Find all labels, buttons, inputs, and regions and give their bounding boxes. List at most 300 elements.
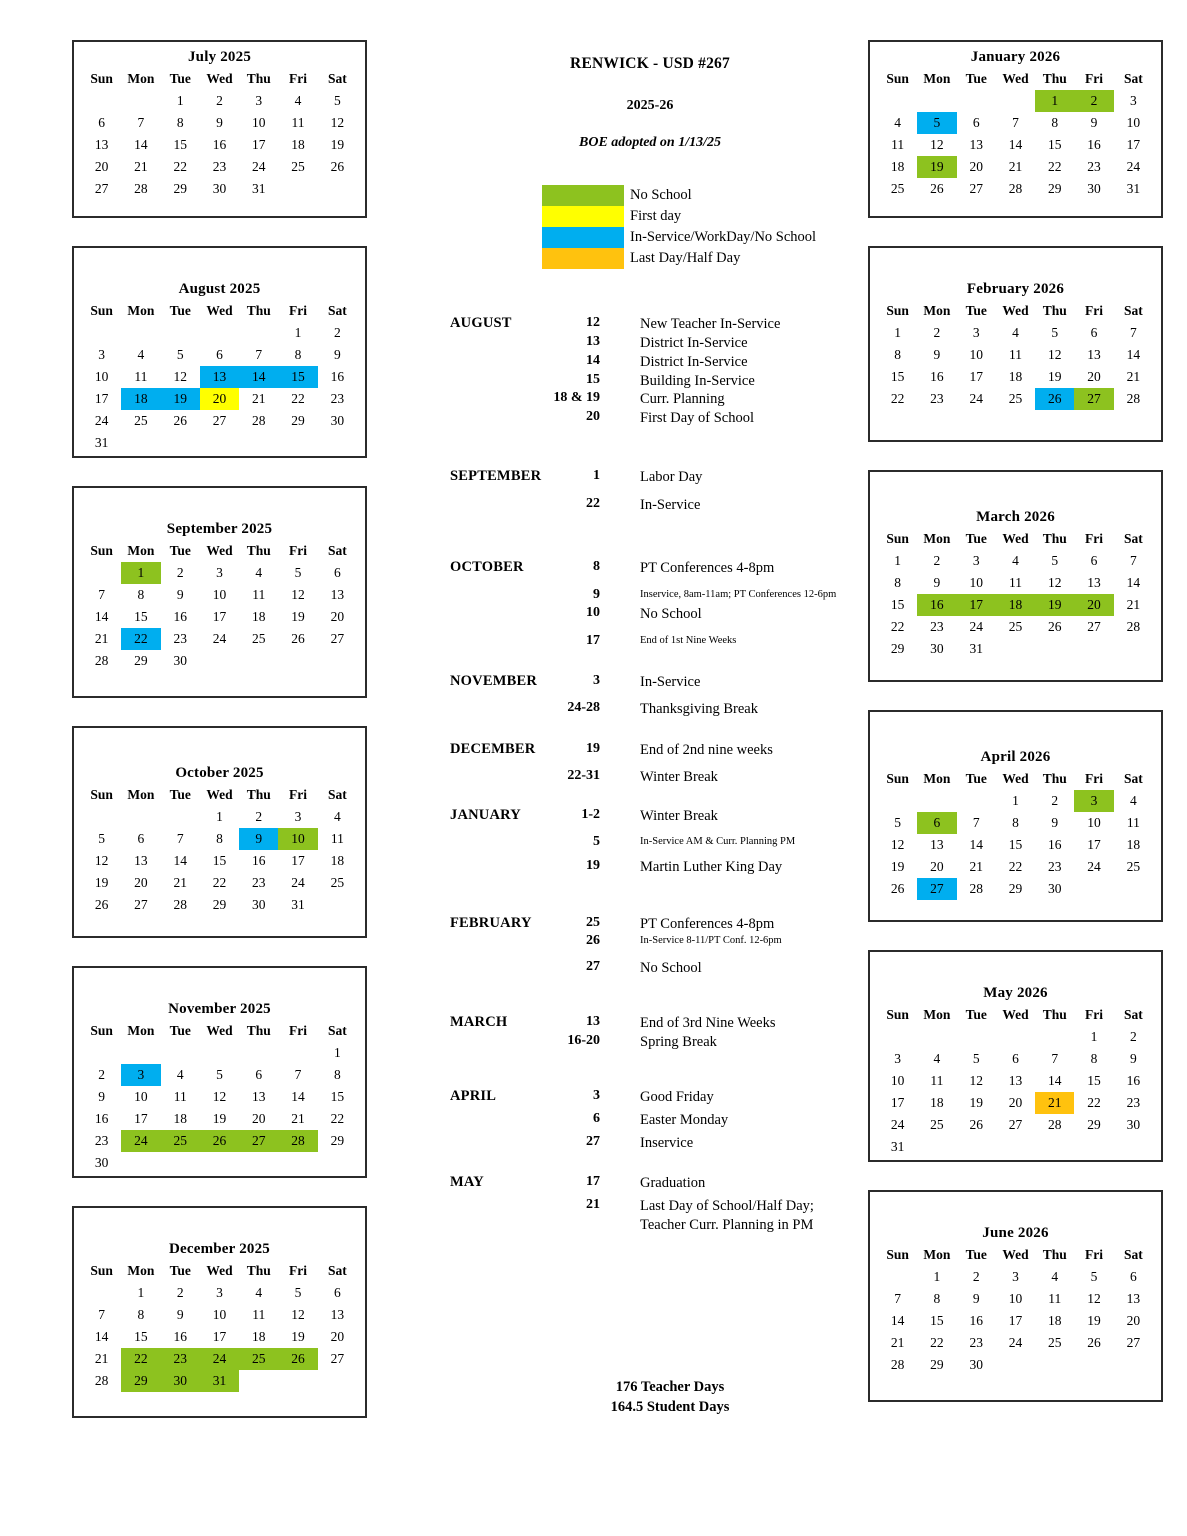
day-cell[interactable]: 17 bbox=[969, 368, 983, 384]
day-cell[interactable]: 29 bbox=[1048, 180, 1062, 196]
day-cell[interactable]: 13 bbox=[1087, 346, 1101, 362]
day-cell[interactable]: 1 bbox=[1090, 1028, 1098, 1044]
day-cell[interactable]: 1 bbox=[176, 92, 184, 108]
day-cell[interactable]: 27 bbox=[1008, 1116, 1023, 1132]
day-cell[interactable]: 6 bbox=[137, 830, 145, 846]
day-cell[interactable]: 13 bbox=[330, 586, 345, 602]
day-cell[interactable]: 31 bbox=[890, 1138, 905, 1154]
day-cell[interactable]: 14 bbox=[94, 608, 109, 624]
day-cell[interactable]: 2 bbox=[255, 808, 263, 824]
day-cell[interactable]: 28 bbox=[134, 180, 148, 196]
day-cell[interactable]: 24 bbox=[969, 390, 983, 406]
day-cell[interactable]: 6 bbox=[255, 1066, 263, 1082]
day-cell[interactable]: 21 bbox=[252, 390, 266, 406]
day-cell[interactable]: 12 bbox=[1048, 574, 1062, 590]
day-cell[interactable]: 26 bbox=[890, 880, 905, 896]
day-cell[interactable]: 29 bbox=[890, 640, 905, 656]
day-cell[interactable]: 30 bbox=[173, 652, 187, 668]
day-cell[interactable]: 15 bbox=[1048, 136, 1062, 152]
day-cell[interactable]: 13 bbox=[94, 136, 109, 152]
day-cell[interactable]: 21 bbox=[94, 630, 109, 646]
day-cell[interactable]: 3 bbox=[972, 552, 980, 568]
day-cell[interactable]: 21 bbox=[173, 874, 187, 890]
day-cell[interactable]: 4 bbox=[1012, 552, 1019, 568]
day-cell[interactable]: 5 bbox=[98, 830, 106, 846]
day-cell[interactable]: 15 bbox=[330, 1088, 345, 1104]
day-cell[interactable]: 29 bbox=[121, 1370, 160, 1392]
day-cell[interactable]: 25 bbox=[930, 1116, 944, 1132]
day-cell[interactable]: 6 bbox=[333, 1284, 341, 1300]
day-cell[interactable]: 12 bbox=[291, 586, 305, 602]
day-cell[interactable]: 10 bbox=[890, 1072, 905, 1088]
day-cell[interactable]: 9 bbox=[333, 346, 341, 362]
day-cell[interactable]: 7 bbox=[98, 586, 106, 602]
day-cell[interactable]: 20 bbox=[1008, 1094, 1023, 1110]
day-cell[interactable]: 10 bbox=[134, 1088, 148, 1104]
day-cell[interactable]: 16 bbox=[1048, 836, 1062, 852]
day-cell[interactable]: 16 bbox=[930, 368, 944, 384]
day-cell[interactable]: 6 bbox=[972, 114, 980, 130]
day-cell[interactable]: 30 bbox=[930, 640, 944, 656]
day-cell[interactable]: 6 bbox=[98, 114, 106, 130]
day-cell[interactable]: 1 bbox=[333, 1044, 341, 1060]
day-cell[interactable]: 24 bbox=[291, 874, 305, 890]
day-cell[interactable]: 13 bbox=[1087, 574, 1101, 590]
day-cell[interactable]: 12 bbox=[969, 1072, 983, 1088]
day-cell[interactable]: 18 bbox=[121, 388, 160, 410]
day-cell[interactable]: 29 bbox=[291, 412, 305, 428]
day-cell[interactable]: 31 bbox=[291, 896, 305, 912]
day-cell[interactable]: 22 bbox=[890, 390, 905, 406]
day-cell[interactable]: 27 bbox=[1087, 618, 1101, 634]
day-cell[interactable]: 30 bbox=[252, 896, 266, 912]
day-cell[interactable]: 5 bbox=[1051, 324, 1059, 340]
day-cell[interactable]: 4 bbox=[894, 114, 902, 130]
day-cell[interactable]: 1 bbox=[894, 324, 902, 340]
day-cell[interactable]: 25 bbox=[134, 412, 148, 428]
day-cell[interactable]: 28 bbox=[278, 1130, 317, 1152]
day-cell[interactable]: 25 bbox=[291, 158, 305, 174]
day-cell[interactable]: 1 bbox=[216, 808, 223, 824]
day-cell[interactable]: 14 bbox=[134, 136, 148, 152]
day-cell[interactable]: 3 bbox=[216, 564, 223, 580]
day-cell[interactable]: 22 bbox=[890, 618, 905, 634]
day-cell[interactable]: 25 bbox=[1008, 618, 1023, 634]
day-cell[interactable]: 25 bbox=[330, 874, 345, 890]
day-cell[interactable]: 12 bbox=[890, 836, 905, 852]
day-cell[interactable]: 7 bbox=[98, 1306, 106, 1322]
day-cell[interactable]: 21 bbox=[1126, 596, 1141, 612]
day-cell[interactable]: 24 bbox=[200, 1348, 239, 1370]
day-cell[interactable]: 14 bbox=[239, 366, 278, 388]
day-cell[interactable]: 17 bbox=[212, 608, 227, 624]
day-cell[interactable]: 1 bbox=[1035, 90, 1074, 112]
day-cell[interactable]: 15 bbox=[173, 136, 187, 152]
day-cell[interactable]: 22 bbox=[212, 874, 227, 890]
day-cell[interactable]: 7 bbox=[1129, 324, 1137, 340]
day-cell[interactable]: 19 bbox=[890, 858, 905, 874]
day-cell[interactable]: 4 bbox=[1129, 792, 1137, 808]
day-cell[interactable]: 21 bbox=[969, 858, 983, 874]
day-cell[interactable]: 29 bbox=[1087, 1116, 1101, 1132]
day-cell[interactable]: 11 bbox=[1008, 574, 1022, 590]
day-cell[interactable]: 16 bbox=[173, 1328, 187, 1344]
day-cell[interactable]: 16 bbox=[1126, 1072, 1141, 1088]
day-cell[interactable]: 29 bbox=[134, 652, 148, 668]
day-cell[interactable]: 26 bbox=[200, 1130, 239, 1152]
day-cell[interactable]: 9 bbox=[176, 586, 184, 602]
day-cell[interactable]: 24 bbox=[1087, 858, 1101, 874]
day-cell[interactable]: 9 bbox=[176, 1306, 184, 1322]
day-cell[interactable]: 18 bbox=[291, 136, 305, 152]
day-cell[interactable]: 16 bbox=[94, 1110, 109, 1126]
day-cell[interactable]: 27 bbox=[917, 878, 956, 900]
day-cell[interactable]: 4 bbox=[137, 346, 145, 362]
day-cell[interactable]: 29 bbox=[330, 1132, 345, 1148]
day-cell[interactable]: 9 bbox=[1051, 814, 1059, 830]
day-cell[interactable]: 14 bbox=[291, 1088, 305, 1104]
day-cell[interactable]: 4 bbox=[1012, 324, 1019, 340]
day-cell[interactable]: 5 bbox=[1090, 1268, 1098, 1284]
day-cell[interactable]: 11 bbox=[1008, 346, 1022, 362]
day-cell[interactable]: 1 bbox=[294, 324, 302, 340]
day-cell[interactable]: 29 bbox=[930, 1356, 944, 1372]
day-cell[interactable]: 11 bbox=[891, 136, 905, 152]
day-cell[interactable]: 29 bbox=[1008, 880, 1023, 896]
day-cell[interactable]: 28 bbox=[94, 652, 109, 668]
day-cell[interactable]: 4 bbox=[255, 564, 263, 580]
day-cell[interactable]: 16 bbox=[330, 368, 345, 384]
day-cell[interactable]: 22 bbox=[330, 1110, 345, 1126]
day-cell[interactable]: 16 bbox=[1087, 136, 1101, 152]
day-cell[interactable]: 11 bbox=[291, 114, 305, 130]
day-cell[interactable]: 10 bbox=[212, 1306, 227, 1322]
day-cell[interactable]: 14 bbox=[1126, 574, 1141, 590]
day-cell[interactable]: 22 bbox=[173, 158, 187, 174]
day-cell[interactable]: 6 bbox=[1090, 324, 1098, 340]
day-cell[interactable]: 22 bbox=[1087, 1094, 1101, 1110]
day-cell[interactable]: 5 bbox=[216, 1066, 223, 1082]
day-cell[interactable]: 31 bbox=[200, 1370, 239, 1392]
day-cell[interactable]: 11 bbox=[1126, 814, 1140, 830]
day-cell[interactable]: 30 bbox=[330, 412, 345, 428]
day-cell[interactable]: 21 bbox=[1126, 368, 1141, 384]
day-cell[interactable]: 18 bbox=[173, 1110, 187, 1126]
day-cell[interactable]: 2 bbox=[933, 552, 941, 568]
day-cell[interactable]: 26 bbox=[969, 1116, 983, 1132]
day-cell[interactable]: 21 bbox=[890, 1334, 905, 1350]
day-cell[interactable]: 10 bbox=[94, 368, 109, 384]
day-cell[interactable]: 27 bbox=[239, 1130, 278, 1152]
day-cell[interactable]: 1 bbox=[1012, 792, 1019, 808]
day-cell[interactable]: 4 bbox=[176, 1066, 184, 1082]
day-cell[interactable]: 15 bbox=[890, 368, 905, 384]
day-cell[interactable]: 4 bbox=[1051, 1268, 1059, 1284]
day-cell[interactable]: 23 bbox=[212, 158, 227, 174]
day-cell[interactable]: 28 bbox=[94, 1372, 109, 1388]
day-cell[interactable]: 22 bbox=[1008, 858, 1023, 874]
day-cell[interactable]: 27 bbox=[330, 630, 345, 646]
day-cell[interactable]: 14 bbox=[890, 1312, 905, 1328]
day-cell[interactable]: 29 bbox=[212, 896, 227, 912]
day-cell[interactable]: 20 bbox=[969, 158, 983, 174]
day-cell[interactable]: 8 bbox=[176, 114, 184, 130]
day-cell[interactable]: 8 bbox=[333, 1066, 341, 1082]
day-cell[interactable]: 4 bbox=[333, 808, 341, 824]
day-cell[interactable]: 19 bbox=[291, 1328, 305, 1344]
day-cell[interactable]: 30 bbox=[212, 180, 227, 196]
day-cell[interactable]: 15 bbox=[1008, 836, 1023, 852]
day-cell[interactable]: 10 bbox=[1008, 1290, 1023, 1306]
day-cell[interactable]: 14 bbox=[1048, 1072, 1062, 1088]
day-cell[interactable]: 6 bbox=[917, 812, 956, 834]
day-cell[interactable]: 5 bbox=[1051, 552, 1059, 568]
day-cell[interactable]: 5 bbox=[917, 112, 956, 134]
day-cell[interactable]: 26 bbox=[94, 896, 109, 912]
day-cell[interactable]: 1 bbox=[121, 562, 160, 584]
day-cell[interactable]: 19 bbox=[1048, 368, 1062, 384]
day-cell[interactable]: 19 bbox=[917, 156, 956, 178]
day-cell[interactable]: 24 bbox=[94, 412, 109, 428]
day-cell[interactable]: 6 bbox=[333, 564, 341, 580]
day-cell[interactable]: 19 bbox=[1035, 594, 1074, 616]
day-cell[interactable]: 30 bbox=[161, 1370, 200, 1392]
day-cell[interactable]: 27 bbox=[94, 180, 109, 196]
day-cell[interactable]: 13 bbox=[200, 366, 239, 388]
day-cell[interactable]: 19 bbox=[969, 1094, 983, 1110]
day-cell[interactable]: 3 bbox=[972, 324, 980, 340]
day-cell[interactable]: 2 bbox=[176, 564, 184, 580]
day-cell[interactable]: 15 bbox=[890, 596, 905, 612]
day-cell[interactable]: 20 bbox=[94, 158, 109, 174]
day-cell[interactable]: 27 bbox=[212, 412, 227, 428]
day-cell[interactable]: 23 bbox=[173, 630, 187, 646]
day-cell[interactable]: 2 bbox=[933, 324, 941, 340]
day-cell[interactable]: 23 bbox=[1048, 858, 1062, 874]
day-cell[interactable]: 3 bbox=[98, 346, 106, 362]
day-cell[interactable]: 17 bbox=[212, 1328, 227, 1344]
day-cell[interactable]: 14 bbox=[173, 852, 187, 868]
day-cell[interactable]: 7 bbox=[255, 346, 263, 362]
day-cell[interactable]: 3 bbox=[1129, 92, 1137, 108]
day-cell[interactable]: 17 bbox=[1087, 836, 1101, 852]
day-cell[interactable]: 3 bbox=[294, 808, 302, 824]
day-cell[interactable]: 12 bbox=[173, 368, 187, 384]
day-cell[interactable]: 13 bbox=[134, 852, 148, 868]
day-cell[interactable]: 9 bbox=[972, 1290, 980, 1306]
day-cell[interactable]: 17 bbox=[957, 594, 996, 616]
day-cell[interactable]: 23 bbox=[94, 1132, 109, 1148]
day-cell[interactable]: 17 bbox=[94, 390, 109, 406]
day-cell[interactable]: 31 bbox=[969, 640, 983, 656]
day-cell[interactable]: 20 bbox=[930, 858, 944, 874]
day-cell[interactable]: 25 bbox=[1008, 390, 1023, 406]
day-cell[interactable]: 22 bbox=[121, 1348, 160, 1370]
day-cell[interactable]: 25 bbox=[1048, 1334, 1062, 1350]
day-cell[interactable]: 26 bbox=[291, 630, 305, 646]
day-cell[interactable]: 28 bbox=[1048, 1116, 1062, 1132]
day-cell[interactable]: 23 bbox=[969, 1334, 983, 1350]
day-cell[interactable]: 10 bbox=[212, 586, 227, 602]
day-cell[interactable]: 14 bbox=[94, 1328, 109, 1344]
day-cell[interactable]: 24 bbox=[1008, 1334, 1023, 1350]
day-cell[interactable]: 18 bbox=[1008, 368, 1023, 384]
day-cell[interactable]: 30 bbox=[1087, 180, 1101, 196]
day-cell[interactable]: 24 bbox=[969, 618, 983, 634]
day-cell[interactable]: 12 bbox=[94, 852, 109, 868]
day-cell[interactable]: 10 bbox=[278, 828, 317, 850]
day-cell[interactable]: 20 bbox=[1126, 1312, 1141, 1328]
day-cell[interactable]: 11 bbox=[134, 368, 148, 384]
day-cell[interactable]: 18 bbox=[890, 158, 905, 174]
day-cell[interactable]: 8 bbox=[1090, 1050, 1098, 1066]
day-cell[interactable]: 13 bbox=[1008, 1072, 1023, 1088]
day-cell[interactable]: 18 bbox=[252, 1328, 266, 1344]
day-cell[interactable]: 31 bbox=[94, 434, 109, 450]
day-cell[interactable]: 18 bbox=[330, 852, 345, 868]
day-cell[interactable]: 15 bbox=[134, 608, 148, 624]
day-cell[interactable]: 13 bbox=[252, 1088, 266, 1104]
day-cell[interactable]: 3 bbox=[216, 1284, 223, 1300]
day-cell[interactable]: 7 bbox=[176, 830, 184, 846]
day-cell[interactable]: 4 bbox=[294, 92, 302, 108]
day-cell[interactable]: 14 bbox=[1008, 136, 1023, 152]
day-cell[interactable]: 28 bbox=[890, 1356, 905, 1372]
day-cell[interactable]: 25 bbox=[161, 1130, 200, 1152]
day-cell[interactable]: 28 bbox=[173, 896, 187, 912]
day-cell[interactable]: 15 bbox=[134, 1328, 148, 1344]
day-cell[interactable]: 18 bbox=[252, 608, 266, 624]
day-cell[interactable]: 19 bbox=[161, 388, 200, 410]
day-cell[interactable]: 10 bbox=[252, 114, 266, 130]
day-cell[interactable]: 16 bbox=[212, 136, 227, 152]
day-cell[interactable]: 15 bbox=[212, 852, 227, 868]
day-cell[interactable]: 10 bbox=[1126, 114, 1141, 130]
day-cell[interactable]: 2 bbox=[333, 324, 341, 340]
day-cell[interactable]: 21 bbox=[291, 1110, 305, 1126]
day-cell[interactable]: 20 bbox=[330, 608, 345, 624]
day-cell[interactable]: 12 bbox=[330, 114, 345, 130]
day-cell[interactable]: 28 bbox=[252, 412, 266, 428]
day-cell[interactable]: 9 bbox=[239, 828, 278, 850]
day-cell[interactable]: 22 bbox=[291, 390, 305, 406]
day-cell[interactable]: 5 bbox=[333, 92, 341, 108]
day-cell[interactable]: 26 bbox=[1035, 388, 1074, 410]
day-cell[interactable]: 11 bbox=[252, 1306, 266, 1322]
day-cell[interactable]: 26 bbox=[330, 158, 345, 174]
day-cell[interactable]: 2 bbox=[972, 1268, 980, 1284]
day-cell[interactable]: 9 bbox=[216, 114, 223, 130]
day-cell[interactable]: 1 bbox=[894, 552, 902, 568]
day-cell[interactable]: 15 bbox=[930, 1312, 944, 1328]
day-cell[interactable]: 6 bbox=[1129, 1268, 1137, 1284]
day-cell[interactable]: 19 bbox=[212, 1110, 227, 1126]
day-cell[interactable]: 7 bbox=[894, 1290, 902, 1306]
day-cell[interactable]: 9 bbox=[1129, 1050, 1137, 1066]
day-cell[interactable]: 2 bbox=[1051, 792, 1059, 808]
day-cell[interactable]: 23 bbox=[252, 874, 266, 890]
day-cell[interactable]: 12 bbox=[291, 1306, 305, 1322]
day-cell[interactable]: 20 bbox=[330, 1328, 345, 1344]
day-cell[interactable]: 12 bbox=[930, 136, 944, 152]
day-cell[interactable]: 30 bbox=[969, 1356, 983, 1372]
day-cell[interactable]: 5 bbox=[294, 1284, 302, 1300]
day-cell[interactable]: 20 bbox=[252, 1110, 266, 1126]
day-cell[interactable]: 27 bbox=[1126, 1334, 1141, 1350]
day-cell[interactable]: 21 bbox=[94, 1350, 109, 1366]
day-cell[interactable]: 5 bbox=[294, 564, 302, 580]
day-cell[interactable]: 21 bbox=[1008, 158, 1023, 174]
day-cell[interactable]: 3 bbox=[121, 1064, 160, 1086]
day-cell[interactable]: 20 bbox=[134, 874, 148, 890]
day-cell[interactable]: 18 bbox=[930, 1094, 944, 1110]
day-cell[interactable]: 18 bbox=[1048, 1312, 1062, 1328]
day-cell[interactable]: 8 bbox=[894, 574, 902, 590]
day-cell[interactable]: 2 bbox=[1074, 90, 1113, 112]
day-cell[interactable]: 2 bbox=[176, 1284, 184, 1300]
day-cell[interactable]: 16 bbox=[173, 608, 187, 624]
day-cell[interactable]: 7 bbox=[294, 1066, 302, 1082]
day-cell[interactable]: 24 bbox=[1126, 158, 1141, 174]
day-cell[interactable]: 17 bbox=[252, 136, 266, 152]
day-cell[interactable]: 26 bbox=[930, 180, 944, 196]
day-cell[interactable]: 3 bbox=[255, 92, 263, 108]
day-cell[interactable]: 25 bbox=[1126, 858, 1141, 874]
day-cell[interactable]: 23 bbox=[930, 618, 944, 634]
day-cell[interactable]: 24 bbox=[121, 1130, 160, 1152]
day-cell[interactable]: 24 bbox=[252, 158, 266, 174]
day-cell[interactable]: 17 bbox=[134, 1110, 148, 1126]
day-cell[interactable]: 30 bbox=[94, 1154, 109, 1170]
day-cell[interactable]: 3 bbox=[1012, 1268, 1019, 1284]
day-cell[interactable]: 25 bbox=[890, 180, 905, 196]
day-cell[interactable]: 5 bbox=[972, 1050, 980, 1066]
day-cell[interactable]: 22 bbox=[1048, 158, 1062, 174]
day-cell[interactable]: 21 bbox=[134, 158, 148, 174]
day-cell[interactable]: 19 bbox=[291, 608, 305, 624]
day-cell[interactable]: 26 bbox=[278, 1348, 317, 1370]
day-cell[interactable]: 9 bbox=[1090, 114, 1098, 130]
day-cell[interactable]: 16 bbox=[917, 594, 956, 616]
day-cell[interactable]: 13 bbox=[930, 836, 944, 852]
day-cell[interactable]: 9 bbox=[933, 346, 941, 362]
day-cell[interactable]: 25 bbox=[252, 630, 266, 646]
day-cell[interactable]: 4 bbox=[255, 1284, 263, 1300]
day-cell[interactable]: 22 bbox=[930, 1334, 944, 1350]
day-cell[interactable]: 7 bbox=[1051, 1050, 1059, 1066]
day-cell[interactable]: 17 bbox=[890, 1094, 905, 1110]
day-cell[interactable]: 8 bbox=[137, 586, 145, 602]
day-cell[interactable]: 11 bbox=[330, 830, 344, 846]
day-cell[interactable]: 14 bbox=[969, 836, 983, 852]
day-cell[interactable]: 1 bbox=[933, 1268, 941, 1284]
day-cell[interactable]: 23 bbox=[330, 390, 345, 406]
day-cell[interactable]: 27 bbox=[330, 1350, 345, 1366]
day-cell[interactable]: 24 bbox=[890, 1116, 905, 1132]
day-cell[interactable]: 17 bbox=[1126, 136, 1141, 152]
day-cell[interactable]: 19 bbox=[94, 874, 109, 890]
day-cell[interactable]: 30 bbox=[1048, 880, 1062, 896]
day-cell[interactable]: 7 bbox=[1012, 114, 1019, 130]
day-cell[interactable]: 18 bbox=[1126, 836, 1141, 852]
day-cell[interactable]: 7 bbox=[972, 814, 980, 830]
day-cell[interactable]: 19 bbox=[1087, 1312, 1101, 1328]
day-cell[interactable]: 23 bbox=[930, 390, 944, 406]
day-cell[interactable]: 6 bbox=[1012, 1050, 1019, 1066]
day-cell[interactable]: 9 bbox=[933, 574, 941, 590]
day-cell[interactable]: 12 bbox=[212, 1088, 227, 1104]
day-cell[interactable]: 25 bbox=[239, 1348, 278, 1370]
